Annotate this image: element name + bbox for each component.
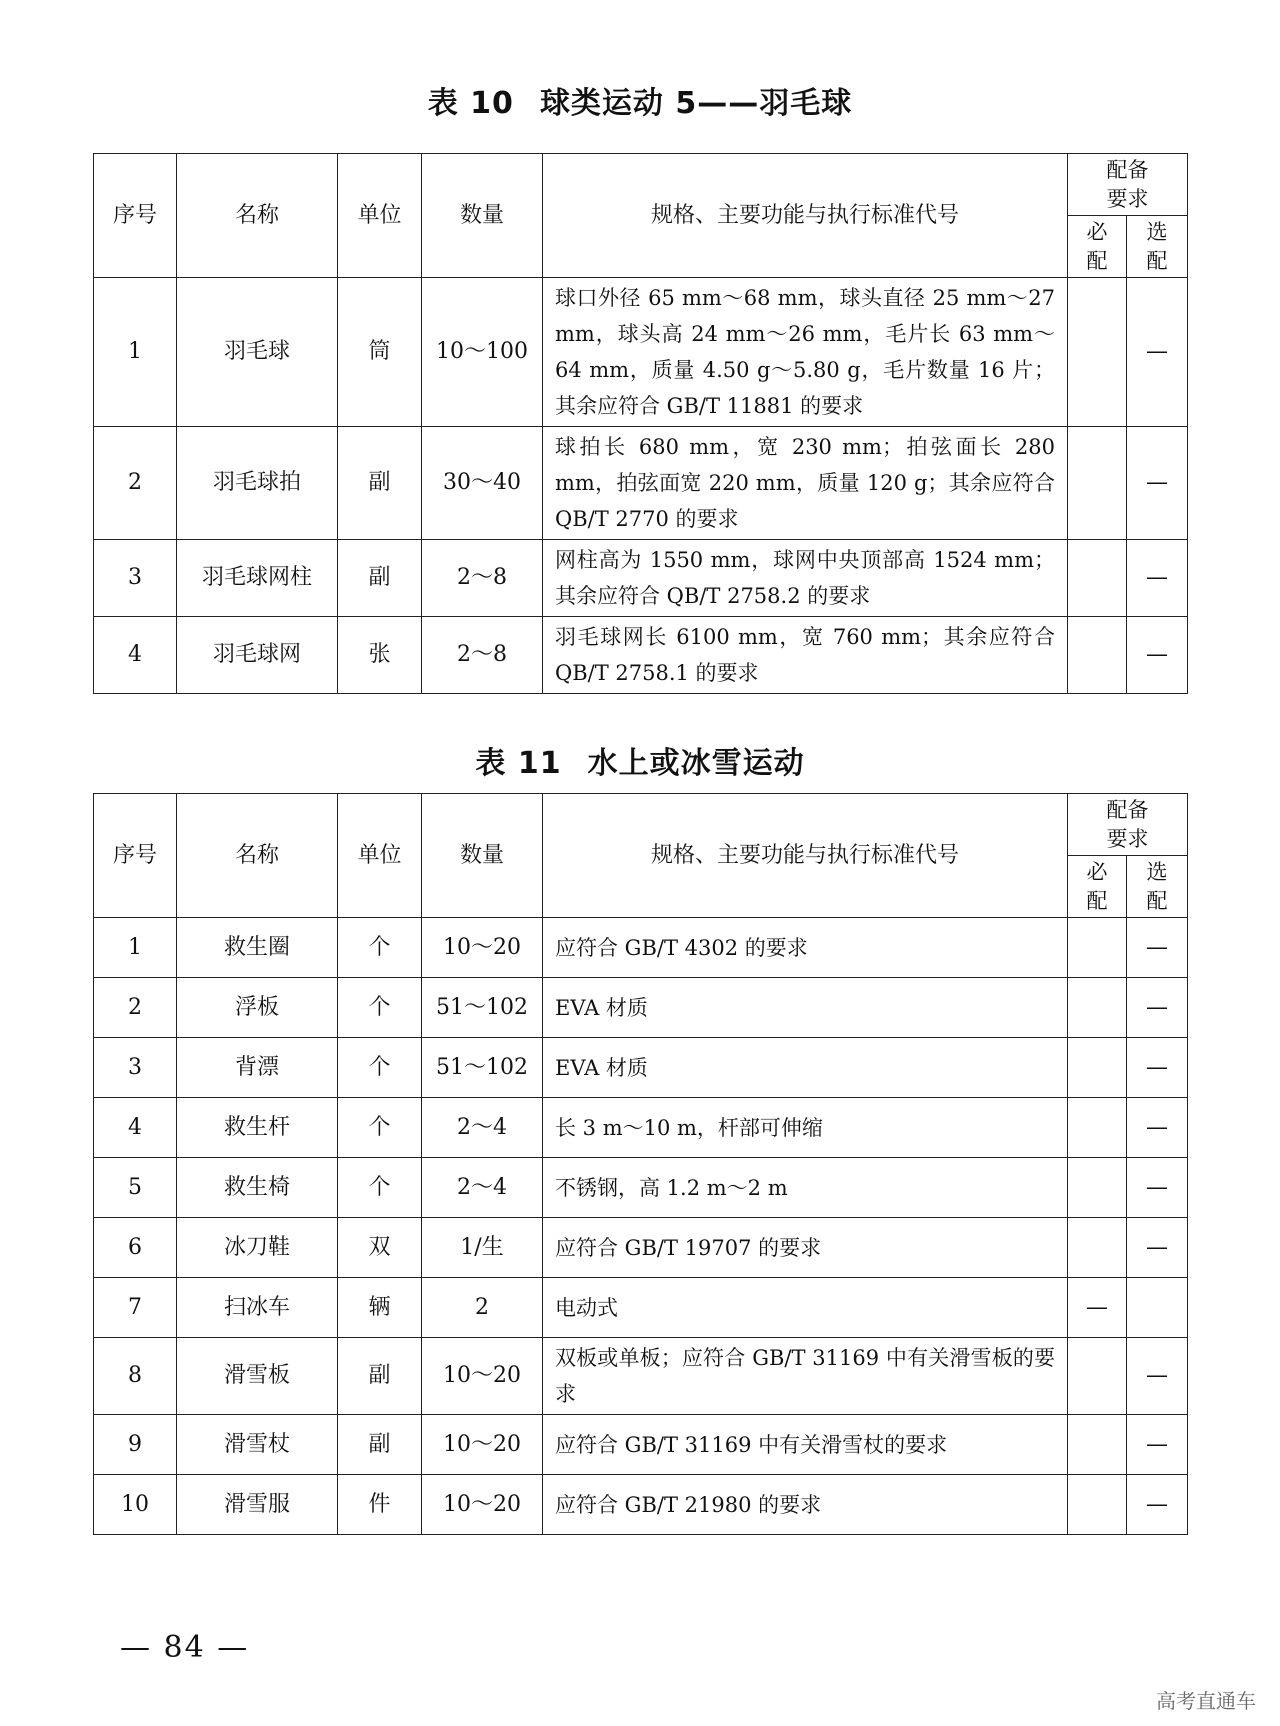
header-unit: 单位 (338, 794, 422, 918)
cell-qty: 10～20 (422, 1415, 543, 1475)
cell-name: 滑雪服 (177, 1475, 338, 1535)
cell-optional: — (1127, 540, 1188, 617)
header-must: 必配 (1068, 216, 1127, 278)
cell-spec: EVA 材质 (543, 1038, 1068, 1098)
cell-name: 滑雪板 (177, 1338, 338, 1415)
cell-optional: — (1127, 1038, 1188, 1098)
cell-must (1068, 278, 1127, 427)
header-optional: 选配 (1127, 856, 1188, 918)
cell-must (1068, 1158, 1127, 1218)
header-qty: 数量 (422, 794, 543, 918)
cell-seq: 3 (94, 1038, 177, 1098)
cell-qty: 30～40 (422, 427, 543, 540)
header-unit: 单位 (338, 154, 422, 278)
cell-optional (1127, 1278, 1188, 1338)
cell-optional: — (1127, 278, 1188, 427)
cell-must (1068, 1038, 1127, 1098)
cell-seq: 10 (94, 1475, 177, 1535)
cell-seq: 5 (94, 1158, 177, 1218)
cell-optional: — (1127, 978, 1188, 1038)
cell-optional: — (1127, 427, 1188, 540)
cell-qty: 10～20 (422, 918, 543, 978)
cell-seq: 1 (94, 278, 177, 427)
cell-unit: 副 (338, 427, 422, 540)
header-name: 名称 (177, 794, 338, 918)
cell-spec: 不锈钢，高 1.2 m～2 m (543, 1158, 1068, 1218)
cell-must: — (1068, 1278, 1127, 1338)
table11-title-number: 表 11 (475, 746, 562, 781)
cell-name: 救生杆 (177, 1098, 338, 1158)
header-name: 名称 (177, 154, 338, 278)
header-optional: 选配 (1127, 216, 1188, 278)
cell-seq: 6 (94, 1218, 177, 1278)
cell-unit: 个 (338, 1038, 422, 1098)
cell-unit: 张 (338, 617, 422, 694)
cell-name: 扫冰车 (177, 1278, 338, 1338)
table-row (94, 1218, 1188, 1278)
table11-title-text: 水上或冰雪运动 (587, 746, 805, 781)
cell-optional: — (1127, 1338, 1188, 1415)
header-spec: 规格、主要功能与执行标准代号 (543, 794, 1068, 918)
cell-qty: 2 (422, 1278, 543, 1338)
cell-name: 羽毛球 (177, 278, 338, 427)
cell-unit: 个 (338, 978, 422, 1038)
table-row (94, 1338, 1188, 1415)
cell-spec: 球口外径 65 mm～68 mm，球头直径 25 mm～27 mm，球头高 24 mm～26 mm，毛片长 63 mm～64 mm，质量 4.50 g～5.80 g，毛片数量 16 片；其余应符合 GB/T 11881 的要求 (543, 278, 1068, 427)
table-row (94, 1038, 1188, 1098)
header-requirement: 配备要求 (1068, 794, 1188, 856)
cell-unit: 件 (338, 1475, 422, 1535)
cell-unit: 副 (338, 540, 422, 617)
table-row (94, 540, 1188, 617)
cell-qty: 1/生 (422, 1218, 543, 1278)
cell-spec: 应符合 GB/T 19707 的要求 (543, 1218, 1068, 1278)
table10 (93, 153, 1188, 694)
table-row (94, 1475, 1188, 1535)
cell-must (1068, 1338, 1127, 1415)
cell-must (1068, 1218, 1127, 1278)
table11-title (0, 738, 1280, 782)
table-row (94, 918, 1188, 978)
cell-optional: — (1127, 1158, 1188, 1218)
cell-qty: 10～20 (422, 1338, 543, 1415)
cell-optional: — (1127, 918, 1188, 978)
cell-qty: 2～4 (422, 1098, 543, 1158)
cell-qty: 10～100 (422, 278, 543, 427)
cell-name: 背漂 (177, 1038, 338, 1098)
table10-title-text: 球类运动 5——羽毛球 (539, 86, 853, 121)
cell-optional: — (1127, 1415, 1188, 1475)
cell-optional: — (1127, 1475, 1188, 1535)
table-row (94, 1278, 1188, 1338)
cell-name: 冰刀鞋 (177, 1218, 338, 1278)
cell-must (1068, 1475, 1127, 1535)
cell-qty: 51～102 (422, 978, 543, 1038)
cell-seq: 2 (94, 978, 177, 1038)
cell-optional: — (1127, 617, 1188, 694)
cell-spec: 双板或单板；应符合 GB/T 31169 中有关滑雪板的要求 (543, 1338, 1068, 1415)
cell-seq: 8 (94, 1338, 177, 1415)
table-row (94, 978, 1188, 1038)
table10-title (0, 78, 1280, 122)
cell-seq: 4 (94, 617, 177, 694)
cell-name: 救生椅 (177, 1158, 338, 1218)
cell-spec: 长 3 m～10 m，杆部可伸缩 (543, 1098, 1068, 1158)
table-row (94, 1098, 1188, 1158)
cell-spec: 网柱高为 1550 mm，球网中央顶部高 1524 mm；其余应符合 QB/T 2758.2 的要求 (543, 540, 1068, 617)
table-row (94, 1415, 1188, 1475)
cell-must (1068, 1098, 1127, 1158)
cell-name: 羽毛球网柱 (177, 540, 338, 617)
cell-qty: 10～20 (422, 1475, 543, 1535)
table-row (94, 617, 1188, 694)
cell-optional: — (1127, 1098, 1188, 1158)
table-row (94, 427, 1188, 540)
cell-seq: 2 (94, 427, 177, 540)
cell-seq: 4 (94, 1098, 177, 1158)
cell-must (1068, 918, 1127, 978)
header-seq: 序号 (94, 794, 177, 918)
table10-title-number: 表 10 (427, 86, 514, 121)
table-row (94, 1158, 1188, 1218)
cell-unit: 副 (338, 1338, 422, 1415)
cell-spec: 应符合 GB/T 4302 的要求 (543, 918, 1068, 978)
cell-name: 救生圈 (177, 918, 338, 978)
table-row (94, 278, 1188, 427)
cell-spec: 球拍长 680 mm，宽 230 mm；拍弦面长 280 mm，拍弦面宽 220 mm，质量 120 g；其余应符合 QB/T 2770 的要求 (543, 427, 1068, 540)
cell-seq: 3 (94, 540, 177, 617)
header-qty: 数量 (422, 154, 543, 278)
page-number: — 84 — (120, 1630, 250, 1665)
cell-spec: 羽毛球网长 6100 mm，宽 760 mm；其余应符合 QB/T 2758.1 的要求 (543, 617, 1068, 694)
cell-spec: 应符合 GB/T 31169 中有关滑雪杖的要求 (543, 1415, 1068, 1475)
header-must: 必配 (1068, 856, 1127, 918)
cell-must (1068, 540, 1127, 617)
cell-qty: 51～102 (422, 1038, 543, 1098)
cell-must (1068, 978, 1127, 1038)
cell-unit: 副 (338, 1415, 422, 1475)
cell-unit: 辆 (338, 1278, 422, 1338)
cell-optional: — (1127, 1218, 1188, 1278)
cell-name: 浮板 (177, 978, 338, 1038)
cell-unit: 个 (338, 1098, 422, 1158)
cell-seq: 7 (94, 1278, 177, 1338)
header-requirement: 配备要求 (1068, 154, 1188, 216)
cell-must (1068, 617, 1127, 694)
cell-spec: 应符合 GB/T 21980 的要求 (543, 1475, 1068, 1535)
cell-name: 羽毛球网 (177, 617, 338, 694)
cell-seq: 9 (94, 1415, 177, 1475)
cell-qty: 2～8 (422, 617, 543, 694)
cell-spec: EVA 材质 (543, 978, 1068, 1038)
cell-unit: 个 (338, 1158, 422, 1218)
cell-seq: 1 (94, 918, 177, 978)
table11 (93, 793, 1188, 1535)
watermark: 高考直通车 (1156, 1689, 1256, 1713)
cell-name: 滑雪杖 (177, 1415, 338, 1475)
cell-unit: 双 (338, 1218, 422, 1278)
cell-must (1068, 1415, 1127, 1475)
cell-unit: 筒 (338, 278, 422, 427)
header-seq: 序号 (94, 154, 177, 278)
cell-qty: 2～4 (422, 1158, 543, 1218)
header-spec: 规格、主要功能与执行标准代号 (543, 154, 1068, 278)
cell-name: 羽毛球拍 (177, 427, 338, 540)
cell-must (1068, 427, 1127, 540)
cell-qty: 2～8 (422, 540, 543, 617)
cell-spec: 电动式 (543, 1278, 1068, 1338)
cell-unit: 个 (338, 918, 422, 978)
